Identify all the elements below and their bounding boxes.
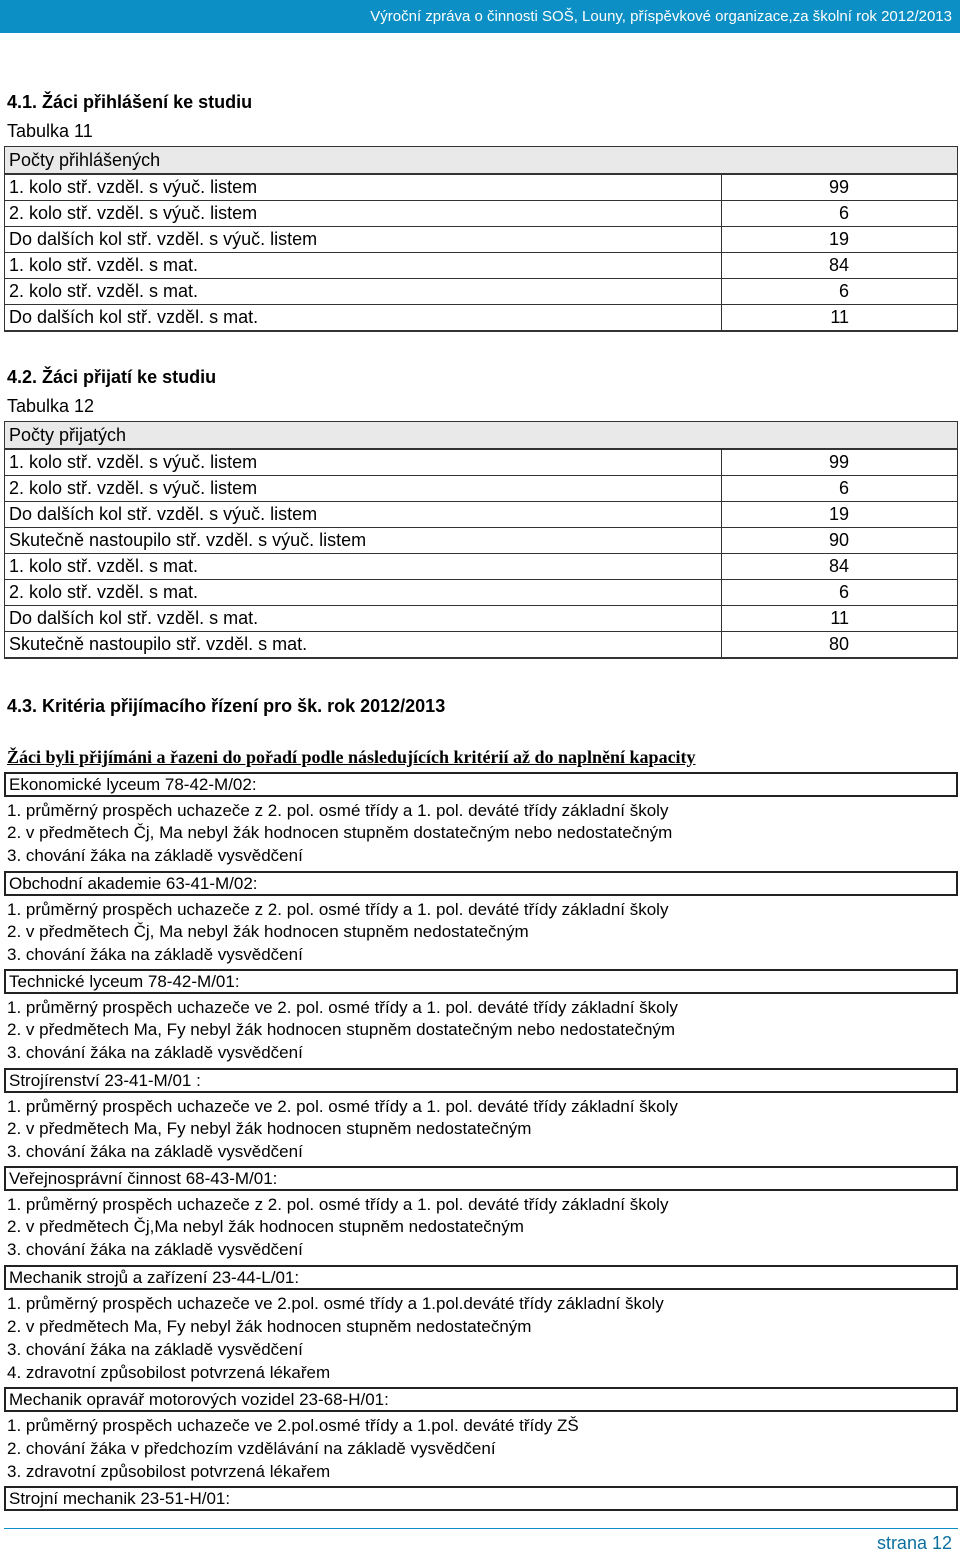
table-row	[5, 554, 958, 580]
row-label: Do dalších kol stř. vzděl. s mat.	[5, 606, 722, 632]
table-row	[5, 305, 958, 331]
criterion-item: 2. v předmětech Čj, Ma nebyl žák hodnocen stupněm nedostatečným	[7, 922, 529, 941]
criterion-item: 3. chování žáka na základě vysvědčení	[7, 1340, 303, 1359]
table-row	[5, 253, 958, 279]
program-title: Mechanik strojů a zařízení 23-44-L/01:	[4, 1265, 958, 1290]
table-row	[5, 175, 958, 201]
criterion-item: 1. průměrný prospěch uchazeče ve 2. pol. osmé třídy a 1. pol. deváté třídy základní školy	[7, 998, 678, 1017]
table-row	[5, 450, 958, 476]
criterion-item: 3. chování žáka na základě vysvědčení	[7, 1240, 303, 1259]
page-header: Výroční zpráva o činnosti SOŠ, Louny, příspěvkové organizace,za školní rok 2012/2013	[0, 0, 960, 33]
criterion-item: 1. průměrný prospěch uchazeče ve 2.pol. osmé třídy a 1.pol.deváté třídy základní školy	[7, 1294, 664, 1313]
row-value: 19	[722, 502, 958, 528]
criterion-item: 1. průměrný prospěch uchazeče ve 2.pol.osmé třídy a 1.pol. deváté třídy ZŠ	[7, 1416, 579, 1435]
program-title: Strojírenství 23-41-M/01 :	[4, 1068, 958, 1093]
row-label: 2. kolo stř. vzděl. s výuč. listem	[5, 201, 722, 227]
section-4-1-heading: 4.1. Žáci přihlášení ke studiu	[7, 92, 253, 112]
criterion-item: 1. průměrný prospěch uchazeče ve 2. pol. osmé třídy a 1. pol. deváté třídy základní školy	[7, 1097, 678, 1116]
row-value: 84	[722, 253, 958, 279]
section-4-2-heading: 4.2. Žáci přijatí ke studiu	[7, 367, 217, 387]
criterion-item: 3. zdravotní způsobilost potvrzená lékařem	[7, 1462, 331, 1481]
footer-divider	[4, 1528, 958, 1529]
table-row	[5, 279, 958, 305]
row-label: 1. kolo stř. vzděl. s mat.	[5, 253, 722, 279]
row-label: 2. kolo stř. vzděl. s mat.	[5, 580, 722, 606]
criterion-item: 2. v předmětech Ma, Fy nebyl žák hodnocen stupněm nedostatečným	[7, 1119, 532, 1138]
admitted-counts-header: Počty přijatých	[4, 421, 958, 449]
table-row	[5, 580, 958, 606]
table-12-label: Tabulka 12	[7, 396, 95, 416]
program-title: Mechanik opravář motorových vozidel 23-68-H/01:	[4, 1387, 958, 1412]
applicants-counts-header: Počty přihlášených	[4, 146, 958, 174]
row-value: 84	[722, 554, 958, 580]
table-12	[4, 449, 958, 659]
criterion-item: 1. průměrný prospěch uchazeče z 2. pol. osmé třídy a 1. pol. deváté třídy základní školy	[7, 801, 669, 820]
row-value: 80	[722, 632, 958, 658]
program-title: Obchodní akademie 63-41-M/02:	[4, 871, 958, 896]
row-label: Skutečně nastoupilo stř. vzděl. s výuč. listem	[5, 528, 722, 554]
row-value: 99	[722, 175, 958, 201]
row-label: 2. kolo stř. vzděl. s výuč. listem	[5, 476, 722, 502]
criterion-item: 1. průměrný prospěch uchazeče z 2. pol. osmé třídy a 1. pol. deváté třídy základní školy	[7, 1195, 669, 1214]
criterion-item: 2. v předmětech Čj, Ma nebyl žák hodnocen stupněm dostatečným nebo nedostatečným	[7, 823, 673, 842]
row-value: 11	[722, 305, 958, 331]
criterion-item: 3. chování žáka na základě vysvědčení	[7, 1142, 303, 1161]
row-value: 6	[722, 279, 958, 305]
table-row	[5, 502, 958, 528]
row-label: 1. kolo stř. vzděl. s mat.	[5, 554, 722, 580]
row-value: 99	[722, 450, 958, 476]
row-value: 11	[722, 606, 958, 632]
row-label: 1. kolo stř. vzděl. s výuč. listem	[5, 175, 722, 201]
table-row	[5, 227, 958, 253]
table-11-label: Tabulka 11	[7, 121, 93, 141]
page-number: strana 12	[876, 1533, 952, 1553]
row-label: 1. kolo stř. vzděl. s výuč. listem	[5, 450, 722, 476]
program-title: Ekonomické lyceum 78-42-M/02:	[4, 772, 958, 797]
row-value: 90	[722, 528, 958, 554]
criterion-item: 3. chování žáka na základě vysvědčení	[7, 1043, 303, 1062]
table-row	[5, 201, 958, 227]
row-label: 2. kolo stř. vzděl. s mat.	[5, 279, 722, 305]
row-value: 6	[722, 201, 958, 227]
row-value: 6	[722, 580, 958, 606]
criterion-item: 2. v předmětech Ma, Fy nebyl žák hodnocen stupněm dostatečným nebo nedostatečným	[7, 1020, 676, 1039]
criterion-item: 2. v předmětech Ma, Fy nebyl žák hodnocen stupněm nedostatečným	[7, 1317, 532, 1336]
criterion-item: 3. chování žáka na základě vysvědčení	[7, 846, 303, 865]
program-title: Technické lyceum 78-42-M/01:	[4, 969, 958, 994]
criterion-item: 4. zdravotní způsobilost potvrzená lékařem	[7, 1363, 331, 1382]
row-label: Do dalších kol stř. vzděl. s mat.	[5, 305, 722, 331]
row-label: Do dalších kol stř. vzděl. s výuč. listem	[5, 502, 722, 528]
program-title: Strojní mechanik 23-51-H/01:	[4, 1486, 958, 1511]
row-value: 6	[722, 476, 958, 502]
criterion-item: 2. chování žáka v předchozím vzdělávání na základě vysvědčení	[7, 1439, 496, 1458]
criterion-item: 3. chování žáka na základě vysvědčení	[7, 945, 303, 964]
table-row	[5, 528, 958, 554]
section-4-3-heading: 4.3. Kritéria přijímacího řízení pro šk. rok 2012/2013	[7, 696, 446, 716]
row-label: Skutečně nastoupilo stř. vzděl. s mat.	[5, 632, 722, 658]
table-row	[5, 632, 958, 658]
criterion-item: 1. průměrný prospěch uchazeče z 2. pol. osmé třídy a 1. pol. deváté třídy základní školy	[7, 900, 669, 919]
table-row	[5, 476, 958, 502]
row-label: Do dalších kol stř. vzděl. s výuč. listem	[5, 227, 722, 253]
criteria-intro: Žáci byli přijímáni a řazeni do pořadí podle následujících kritérií až do naplnění kapacity	[7, 747, 696, 767]
row-value: 19	[722, 227, 958, 253]
criterion-item: 2. v předmětech Čj,Ma nebyl žák hodnocen stupněm nedostatečným	[7, 1217, 524, 1236]
table-row	[5, 606, 958, 632]
table-11	[4, 174, 958, 332]
program-title: Veřejnosprávní činnost 68-43-M/01:	[4, 1166, 958, 1191]
